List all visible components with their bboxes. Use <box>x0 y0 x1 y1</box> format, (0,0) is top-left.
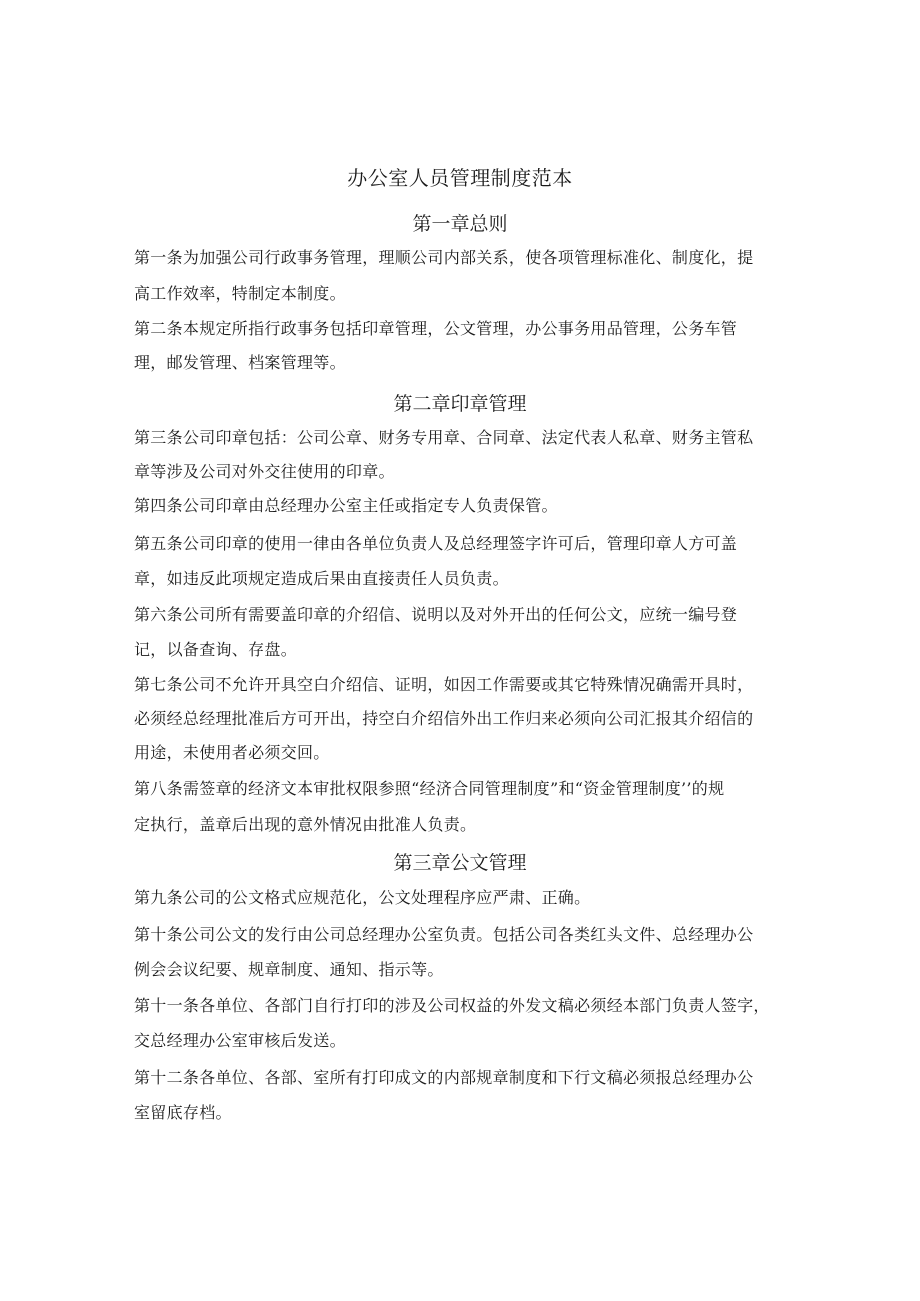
chapter-heading: 第二章印章管理 <box>393 393 527 415</box>
paragraph-line: 第十一条各单位、各部门自行打印的涉及公司权益的外发文稿必须经本部门负责人签字， <box>134 996 770 1015</box>
paragraph-line: 第九条公司的公文格式应规范化，公文处理程序应严肃、正确。 <box>134 888 591 907</box>
paragraph-line: 用途，未使用者必须交回。 <box>134 743 330 762</box>
paragraph-line: 第六条公司所有需要盖印章的介绍信、说明以及对外开出的任何公文，应统一编号登 <box>134 605 738 624</box>
paragraph-line: 记，以备查询、存盘。 <box>134 640 298 659</box>
paragraph-line: 第八条需签章的经济文本审批权限参照“经济合同管理制度”和“资金管理制度’’的规 <box>134 779 725 798</box>
paragraph-line: 交总经理办公室审核后发送。 <box>134 1031 346 1050</box>
paragraph-line: 必须经总经理批准后方可开出，持空白介绍信外出工作归来必须向公司汇报其介绍信的 <box>134 709 754 728</box>
paragraph-line: 第三条公司印章包括：公司公章、财务专用章、合同章、法定代表人私章、财务主管私 <box>134 428 754 447</box>
paragraph-line: 第七条公司不允许开具空白介绍信、证明，如因工作需要或其它特殊情况确需开具时， <box>134 675 754 694</box>
paragraph-line: 章等涉及公司对外交往使用的印章。 <box>134 462 395 481</box>
paragraph-line: 第四条公司印章由总经理办公室主任或指定专人负责保管。 <box>134 496 558 515</box>
chapter-heading: 第三章公文管理 <box>393 852 527 874</box>
paragraph-line: 第二条本规定所指行政事务包括印章管理，公文管理，办公事务用品管理，公务车管 <box>134 319 738 338</box>
paragraph-line: 第十条公司公文的发行由公司总经理办公室负责。包括公司各类红头文件、总经理办公 <box>134 925 754 944</box>
paragraph-line: 理，邮发管理、档案管理等。 <box>134 353 346 372</box>
paragraph-line: 第十二条各单位、各部、室所有打印成文的内部规章制度和下行文稿必须报总经理办公 <box>134 1068 754 1087</box>
chapter-heading: 第一章总则 <box>412 213 508 235</box>
paragraph-line: 第五条公司印章的使用一律由各单位负责人及总经理签字许可后，管理印章人方可盖 <box>134 534 738 553</box>
paragraph-line: 室留底存档。 <box>134 1103 232 1122</box>
document-title: 办公室人员管理制度范本 <box>347 166 573 190</box>
paragraph-line: 例会会议纪要、规章制度、通知、指示等。 <box>134 960 444 979</box>
paragraph-line: 高工作效率，特制定本制度。 <box>134 284 346 303</box>
paragraph-line: 定执行，盖章后出现的意外情况由批准人负责。 <box>134 815 477 834</box>
paragraph-line: 第一条为加强公司行政事务管理，理顺公司内部关系，使各项管理标准化、制度化，提 <box>134 248 754 267</box>
paragraph-line: 章，如违反此项规定造成后果由直接责任人员负责。 <box>134 569 509 588</box>
